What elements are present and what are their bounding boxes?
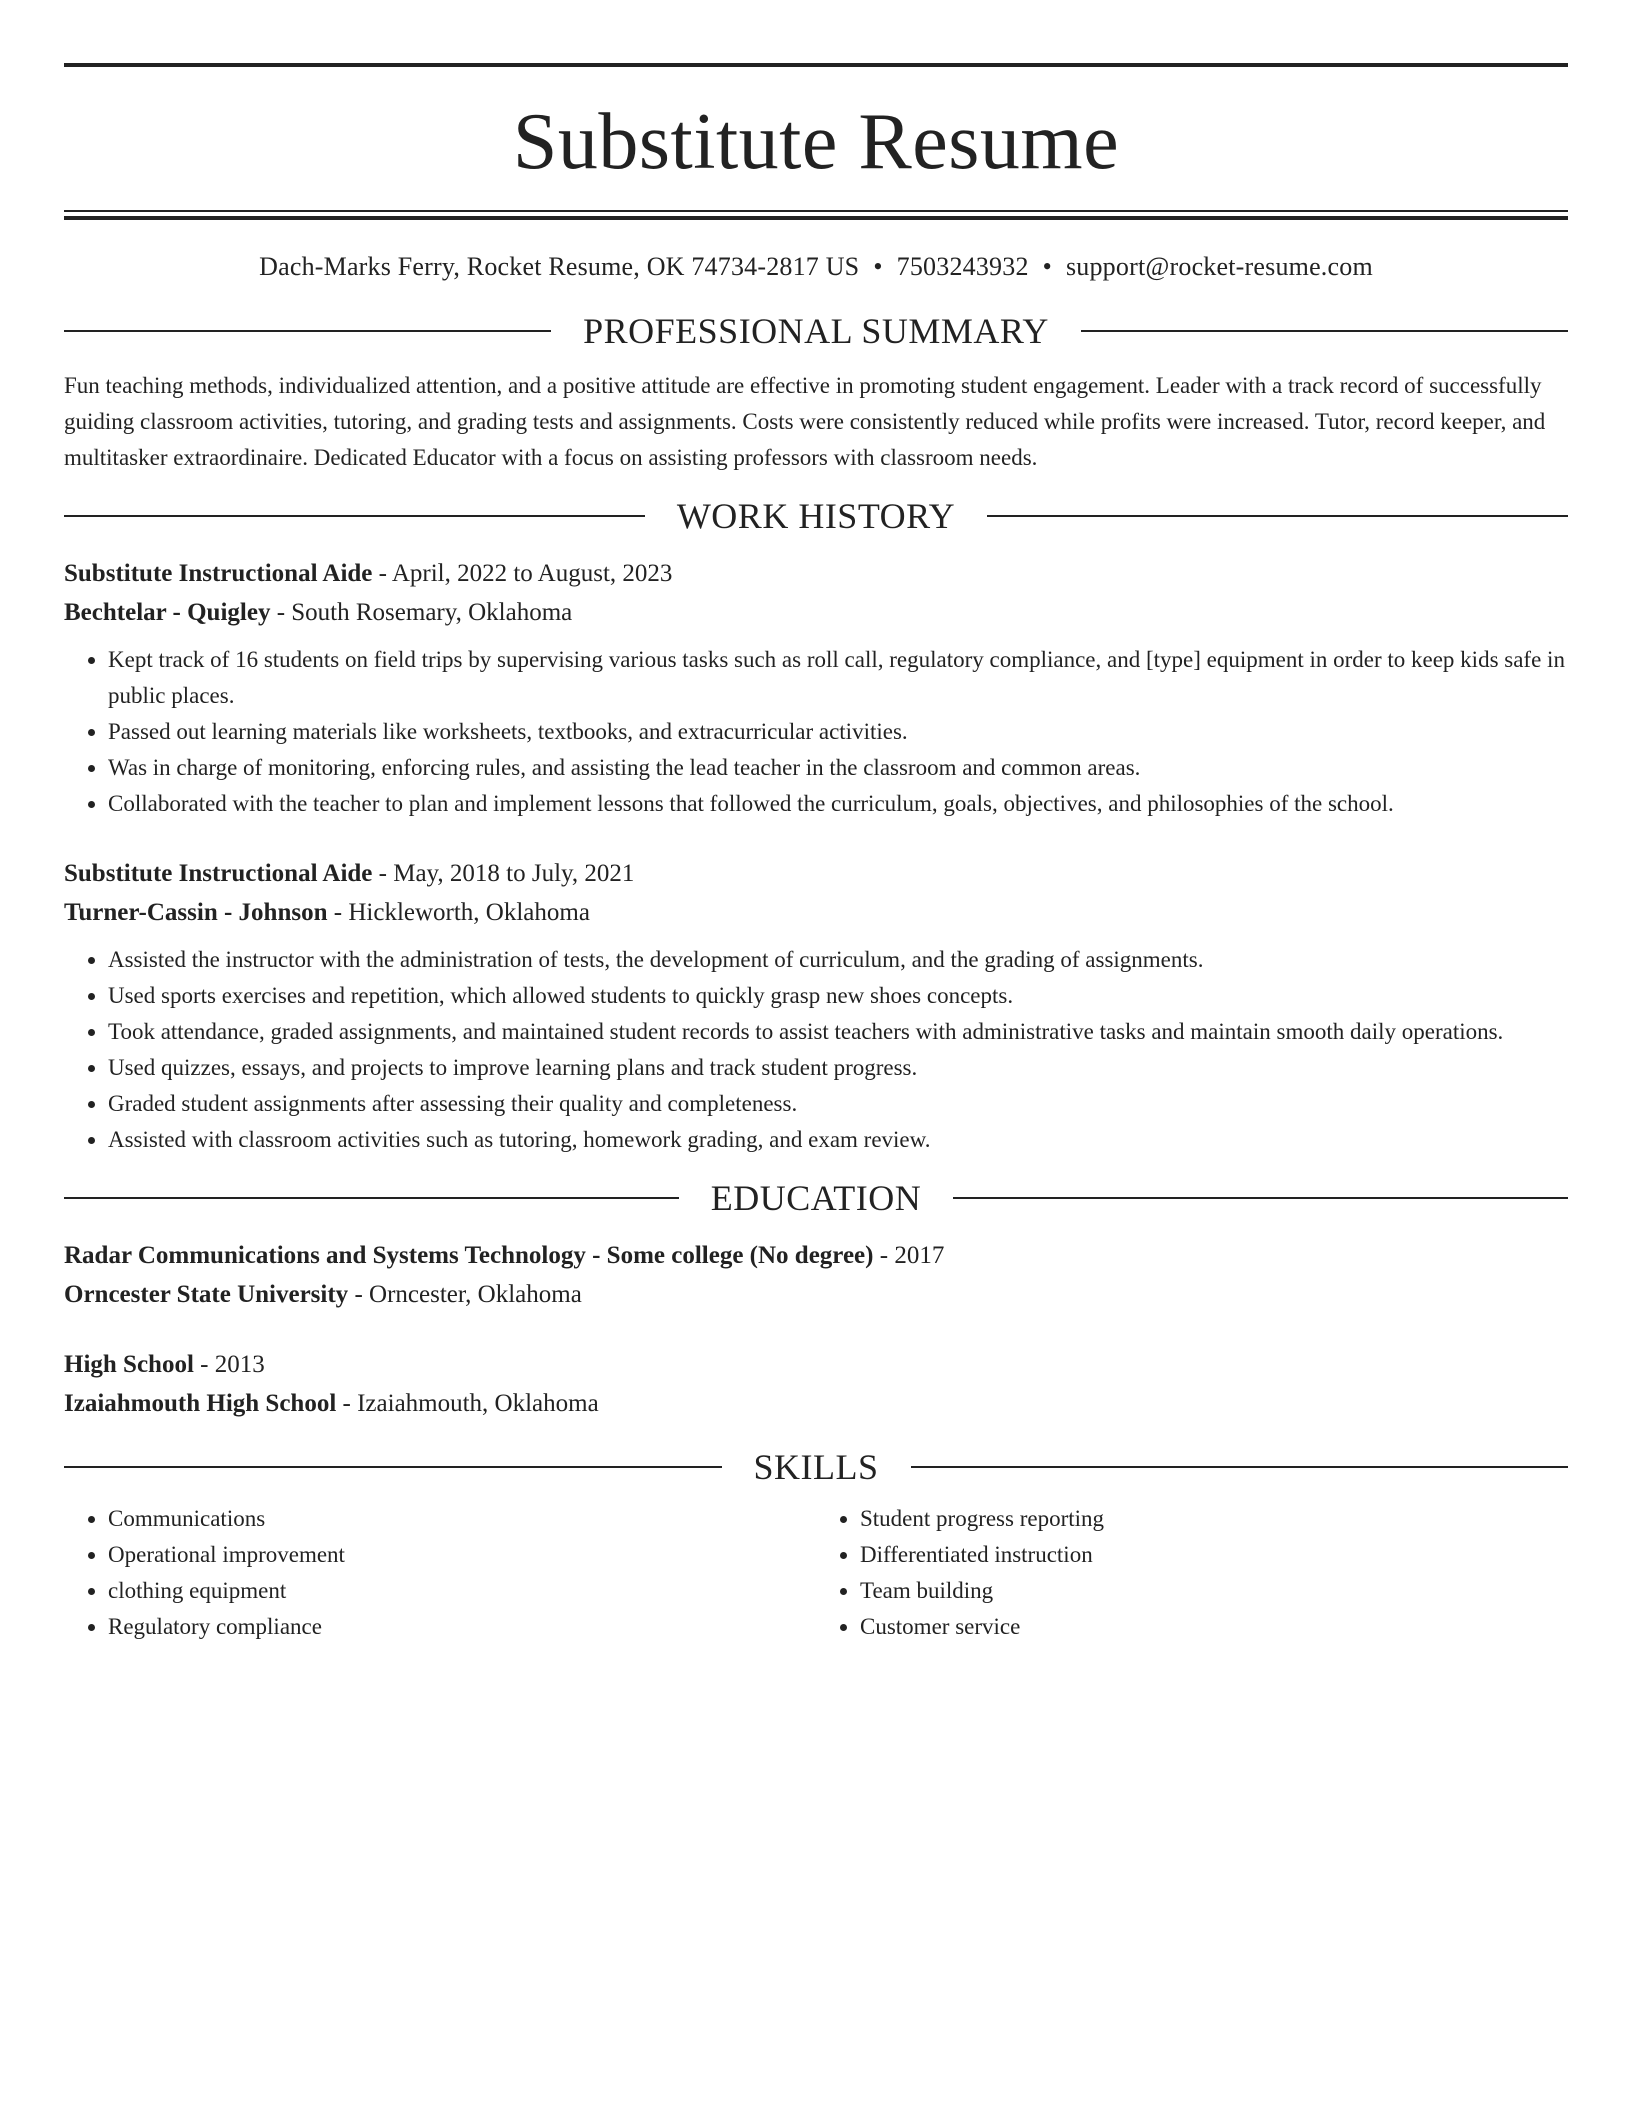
list-item: • Collaborated with the teacher to plan and implement lessons that followed the curriculum, goals, objectives, and philosophies of the school.: [108, 786, 1568, 822]
contact-separator: •: [873, 252, 883, 281]
list-item: • Student progress reporting: [860, 1501, 1568, 1537]
job-entry: [64, 554, 1568, 822]
list-item: • Used sports exercises and repetition, which allowed students to quickly grasp new shoes concepts.: [108, 978, 1568, 1014]
job-location: South Rosemary, Oklahoma: [291, 599, 573, 626]
job-entry: [64, 854, 1568, 1158]
page-title: Substitute Resume: [512, 98, 1120, 186]
summary-text: Fun teaching methods, individualized attention, and a positive attitude are effective in promoting student engagement. Leader with a track record of successfully guiding classroom activities, tutoring, and grading tests and assignments. Costs were consistently reduced while profits were increased. Tutor, record keeper, and multitasker extraordinaire. Dedicated Educator with a focus on assisting professors with classroom needs.: [64, 373, 1546, 470]
job-dates: April, 2022 to August, 2023: [391, 560, 673, 587]
section-heading-education: [64, 1176, 1568, 1220]
section-heading-label: PROFESSIONAL SUMMARY: [583, 311, 1049, 351]
list-item: • Passed out learning materials like worksheets, textbooks, and extracurricular activities.: [108, 714, 1568, 750]
dash: -: [348, 1281, 370, 1308]
dash: -: [336, 1390, 358, 1417]
education-degree-line: [64, 1236, 1568, 1275]
education-degree: High School: [64, 1351, 194, 1378]
contact-phone: 7503243932: [896, 252, 1029, 281]
education-degree: Radar Communications and Systems Technology - Some college (No degree): [64, 1242, 874, 1269]
list-item: • Graded student assignments after assessing their quality and completeness.: [108, 1086, 1568, 1122]
dash: -: [372, 860, 394, 887]
dash: -: [193, 1351, 215, 1378]
job-dates: May, 2018 to July, 2021: [393, 860, 635, 887]
education-school-line: [64, 1275, 1568, 1314]
education-year: 2017: [894, 1242, 945, 1269]
list-item: • Used quizzes, essays, and projects to improve learning plans and track student progress.: [108, 1050, 1568, 1086]
section-heading-skills: [64, 1445, 1568, 1489]
list-item: • Kept track of 16 students on field trips by supervising various tasks such as roll call, regulatory compliance, and [type] equipment in order to keep kids safe in public places.: [108, 642, 1568, 714]
heading-rule-right: [911, 1466, 1569, 1468]
list-item: • Was in charge of monitoring, enforcing rules, and assisting the lead teacher in the classroom and common areas.: [108, 750, 1568, 786]
heading-rule-left: [64, 330, 551, 332]
list-item: • Assisted the instructor with the administration of tests, the development of curriculum, and the grading of assignments.: [108, 942, 1568, 978]
skills-column-right: [816, 1501, 1568, 1645]
job-title-line: [64, 554, 1568, 593]
skills-grid: [64, 1501, 1568, 1645]
education-entry: [64, 1345, 1568, 1423]
contact-separator: •: [1042, 252, 1052, 281]
list-item: • Customer service: [860, 1609, 1568, 1645]
skills-column-left: [64, 1501, 816, 1645]
job-title-line: [64, 854, 1568, 893]
top-rule: [64, 63, 1568, 67]
dash: -: [270, 599, 292, 626]
education-entry: [64, 1236, 1568, 1314]
list-item: • Differentiated instruction: [860, 1537, 1568, 1573]
list-item: • Operational improvement: [108, 1537, 816, 1573]
job-company-line: [64, 893, 1568, 932]
education-degree-line: [64, 1345, 1568, 1384]
heading-rule-left: [64, 1466, 722, 1468]
dash: -: [327, 899, 349, 926]
title-double-rule: [64, 210, 1568, 220]
heading-rule-left: [64, 515, 645, 517]
section-heading-work: [64, 494, 1568, 538]
list-item: • Assisted with classroom activities such as tutoring, homework grading, and exam review.: [108, 1122, 1568, 1158]
contact-address: Dach-Marks Ferry, Rocket Resume, OK 74734-2817 US: [259, 252, 860, 281]
dash: -: [873, 1242, 895, 1269]
list-item: • Communications: [108, 1501, 816, 1537]
job-company-line: [64, 593, 1568, 632]
section-heading-summary: [64, 309, 1568, 353]
heading-rule-right: [1081, 330, 1568, 332]
job-title: Substitute Instructional Aide: [64, 560, 373, 587]
section-heading-label: EDUCATION: [710, 1178, 922, 1218]
resume-page: [64, 0, 1568, 1645]
education-year: 2013: [214, 1351, 265, 1378]
education-school-line: [64, 1384, 1568, 1423]
job-bullets: [64, 942, 1568, 1158]
education-school: Orncester State University: [64, 1281, 349, 1308]
contact-line: [64, 250, 1568, 284]
list-item: • Took attendance, graded assignments, and maintained student records to assist teachers with administrative tasks and maintain smooth daily operations.: [108, 1014, 1568, 1050]
dash: -: [372, 560, 392, 587]
list-item: • Team building: [860, 1573, 1568, 1609]
job-company: Bechtelar - Quigley: [64, 599, 271, 626]
job-company: Turner-Cassin - Johnson: [64, 899, 328, 926]
job-title: Substitute Instructional Aide: [64, 860, 373, 887]
education-location: Izaiahmouth, Oklahoma: [357, 1390, 599, 1417]
job-location: Hickleworth, Oklahoma: [348, 899, 590, 926]
education-location: Orncester, Oklahoma: [369, 1281, 582, 1308]
section-heading-label: WORK HISTORY: [676, 496, 956, 536]
heading-rule-right: [987, 515, 1568, 517]
list-item: • Regulatory compliance: [108, 1609, 816, 1645]
section-heading-label: SKILLS: [753, 1447, 879, 1487]
contact-email: support@rocket-resume.com: [1065, 252, 1373, 281]
heading-rule-left: [64, 1197, 679, 1199]
education-school: Izaiahmouth High School: [64, 1390, 337, 1417]
list-item: • clothing equipment: [108, 1573, 816, 1609]
heading-rule-right: [953, 1197, 1568, 1199]
job-bullets: [64, 642, 1568, 822]
